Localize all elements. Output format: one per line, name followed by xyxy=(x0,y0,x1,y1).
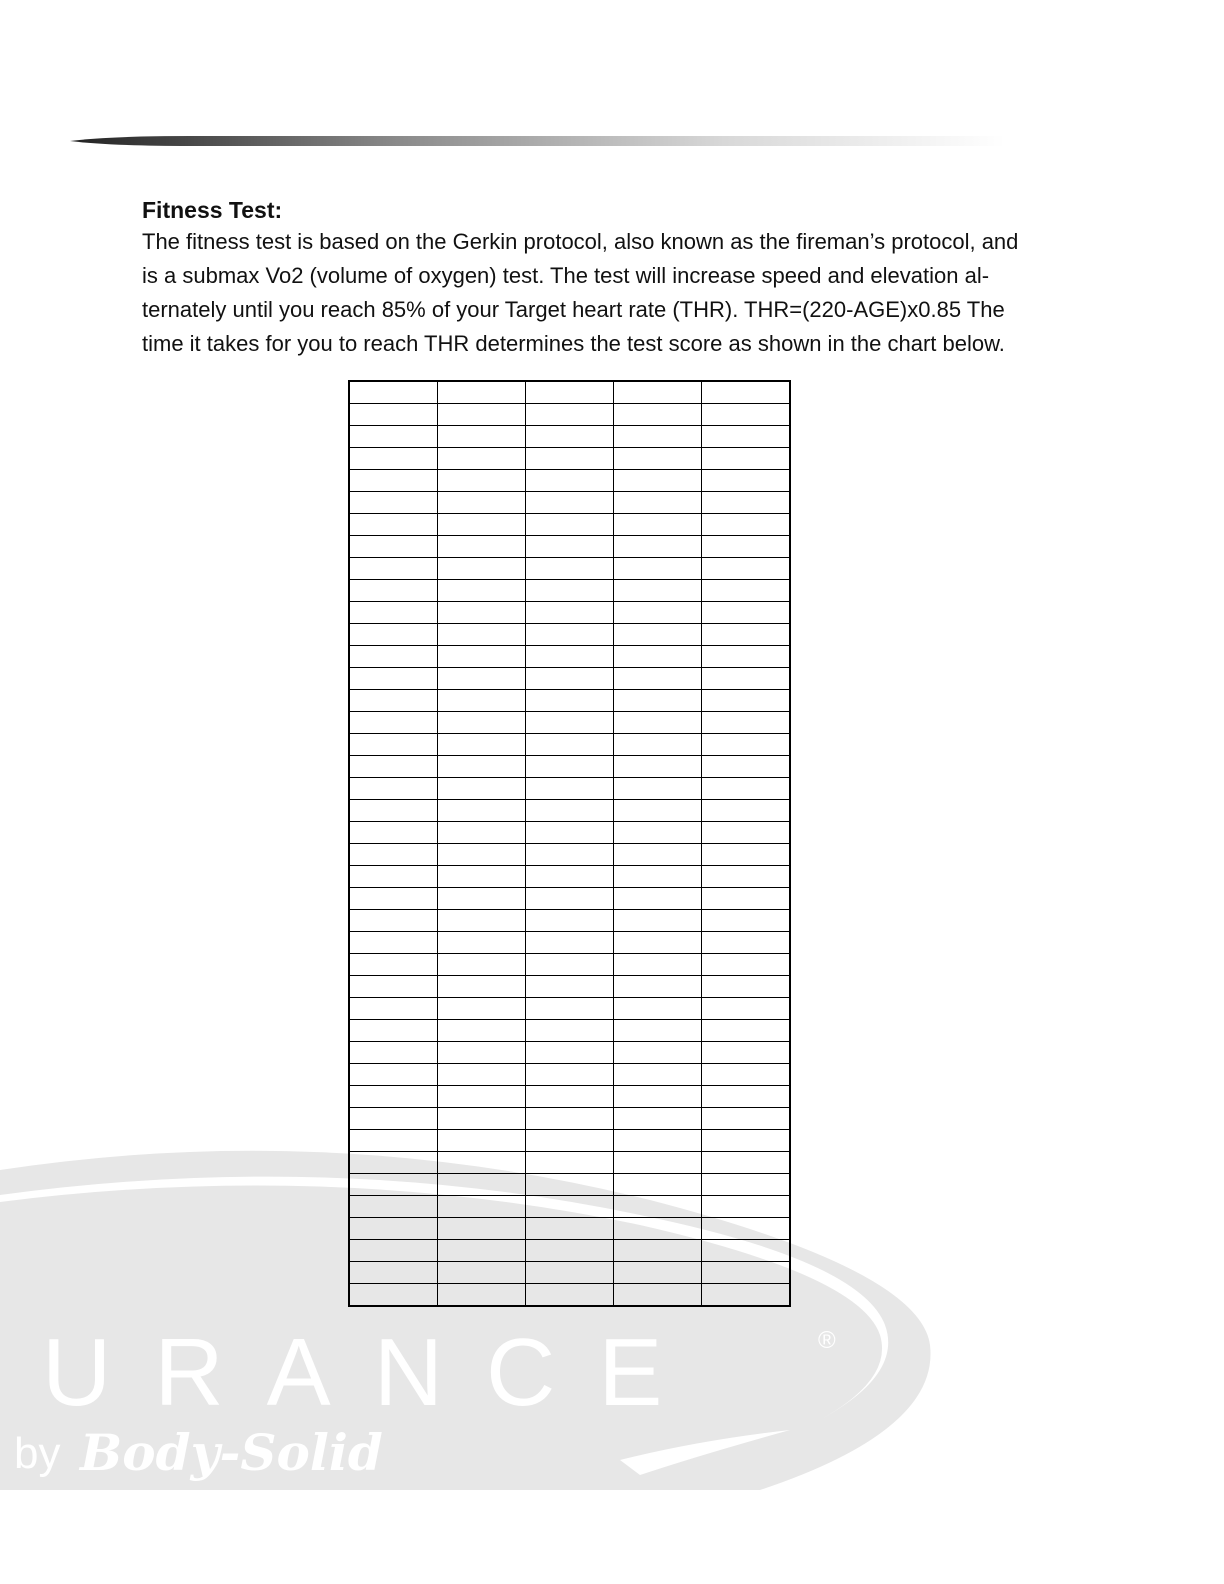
table-row xyxy=(349,844,790,866)
table-cell xyxy=(702,426,791,448)
table-cell xyxy=(349,954,438,976)
body-line-2: is a submax Vo2 (volume of oxygen) test. The test will increase speed and elevation al- xyxy=(142,263,990,288)
table-cell xyxy=(438,668,526,690)
table-cell xyxy=(526,1152,614,1174)
table-cell xyxy=(702,448,791,470)
table-cell xyxy=(614,910,702,932)
table-cell xyxy=(702,646,791,668)
table-cell xyxy=(702,1262,791,1284)
table-cell xyxy=(349,844,438,866)
table-cell xyxy=(526,602,614,624)
table-cell xyxy=(526,404,614,426)
table-cell xyxy=(614,844,702,866)
table-cell xyxy=(614,470,702,492)
table-cell xyxy=(438,1196,526,1218)
table-cell xyxy=(526,1240,614,1262)
table-cell xyxy=(526,866,614,888)
table-cell xyxy=(349,602,438,624)
table-cell xyxy=(702,470,791,492)
table-cell xyxy=(526,1064,614,1086)
table-cell xyxy=(438,1130,526,1152)
table-cell xyxy=(702,668,791,690)
table-row xyxy=(349,1196,790,1218)
table-cell xyxy=(349,1086,438,1108)
table-row xyxy=(349,888,790,910)
table-cell xyxy=(438,778,526,800)
table-cell xyxy=(349,712,438,734)
table-cell xyxy=(438,426,526,448)
table-cell xyxy=(526,1042,614,1064)
table-cell xyxy=(349,822,438,844)
table-cell xyxy=(526,470,614,492)
table-cell xyxy=(438,954,526,976)
table-cell xyxy=(614,866,702,888)
table-cell xyxy=(702,492,791,514)
table-row xyxy=(349,1284,790,1307)
table-cell xyxy=(702,1284,791,1307)
table-cell xyxy=(614,381,702,404)
table-cell xyxy=(349,888,438,910)
table-cell xyxy=(614,514,702,536)
table-row xyxy=(349,800,790,822)
table-row xyxy=(349,514,790,536)
table-cell xyxy=(438,756,526,778)
test-score-chart xyxy=(348,380,791,1307)
table-cell xyxy=(526,1218,614,1240)
table-cell xyxy=(438,1284,526,1307)
table-row xyxy=(349,910,790,932)
table-cell xyxy=(526,778,614,800)
table-cell xyxy=(614,1064,702,1086)
table-row xyxy=(349,404,790,426)
table-cell xyxy=(614,668,702,690)
table-row xyxy=(349,668,790,690)
table-cell xyxy=(526,646,614,668)
table-cell xyxy=(702,1152,791,1174)
table-cell xyxy=(702,1196,791,1218)
table-row xyxy=(349,756,790,778)
table-cell xyxy=(526,844,614,866)
table-cell xyxy=(526,734,614,756)
table-cell xyxy=(614,536,702,558)
watermark-signature: Body-Solid xyxy=(80,1423,383,1482)
table-cell xyxy=(526,514,614,536)
table-cell xyxy=(614,712,702,734)
table-cell xyxy=(614,1218,702,1240)
table-cell xyxy=(438,866,526,888)
table-row xyxy=(349,492,790,514)
table-cell xyxy=(438,734,526,756)
table-cell xyxy=(349,1262,438,1284)
table-row xyxy=(349,822,790,844)
table-cell xyxy=(438,1020,526,1042)
table-cell xyxy=(526,998,614,1020)
table-cell xyxy=(526,756,614,778)
table-cell xyxy=(438,998,526,1020)
table-cell xyxy=(526,426,614,448)
table-cell xyxy=(438,1064,526,1086)
table-cell xyxy=(349,426,438,448)
table-cell xyxy=(526,932,614,954)
section-title: Fitness Test: xyxy=(142,197,283,223)
table-cell xyxy=(349,1042,438,1064)
table-cell xyxy=(349,690,438,712)
table-row xyxy=(349,624,790,646)
table-cell xyxy=(349,580,438,602)
table-cell xyxy=(438,646,526,668)
table-cell xyxy=(702,1086,791,1108)
table-cell xyxy=(438,1042,526,1064)
table-cell xyxy=(349,624,438,646)
table-cell xyxy=(438,448,526,470)
table-cell xyxy=(526,1284,614,1307)
table-cell xyxy=(438,470,526,492)
table-row xyxy=(349,580,790,602)
body-line-4: time it takes for you to reach THR determines the test score as shown in the chart below. xyxy=(142,331,1005,356)
table-cell xyxy=(702,976,791,998)
table-cell xyxy=(526,558,614,580)
table-cell xyxy=(438,1218,526,1240)
table-cell xyxy=(349,470,438,492)
table-cell xyxy=(349,778,438,800)
table-cell xyxy=(526,580,614,602)
table-cell xyxy=(614,1284,702,1307)
table-cell xyxy=(349,448,438,470)
table-row xyxy=(349,558,790,580)
table-cell xyxy=(702,690,791,712)
table-cell xyxy=(702,381,791,404)
registered-mark: ® xyxy=(818,1327,836,1354)
table-cell xyxy=(702,536,791,558)
table-cell xyxy=(702,1108,791,1130)
table-cell xyxy=(702,888,791,910)
table-cell xyxy=(526,624,614,646)
table-cell xyxy=(438,712,526,734)
table-cell xyxy=(349,1174,438,1196)
table-cell xyxy=(349,514,438,536)
table-row xyxy=(349,1086,790,1108)
table-cell xyxy=(614,998,702,1020)
table-row xyxy=(349,1064,790,1086)
table-cell xyxy=(526,910,614,932)
table-cell xyxy=(349,646,438,668)
table-cell xyxy=(438,932,526,954)
table-cell xyxy=(702,734,791,756)
table-cell xyxy=(702,932,791,954)
body-line-1: The fitness test is based on the Gerkin protocol, also known as the fireman’s protocol, and xyxy=(142,229,1019,254)
table-cell xyxy=(702,1042,791,1064)
table-cell xyxy=(526,822,614,844)
table-cell xyxy=(438,1086,526,1108)
table-cell xyxy=(526,1262,614,1284)
table-row xyxy=(349,866,790,888)
table-cell xyxy=(614,1240,702,1262)
table-cell xyxy=(614,1020,702,1042)
table-cell xyxy=(438,822,526,844)
table-cell xyxy=(349,1240,438,1262)
table-cell xyxy=(702,756,791,778)
table-cell xyxy=(702,558,791,580)
table-cell xyxy=(526,1020,614,1042)
table-cell xyxy=(438,888,526,910)
table-row xyxy=(349,1152,790,1174)
table-cell xyxy=(702,712,791,734)
table-cell xyxy=(526,668,614,690)
table-cell xyxy=(438,558,526,580)
table-cell xyxy=(349,381,438,404)
table-cell xyxy=(614,800,702,822)
table-cell xyxy=(702,778,791,800)
table-row xyxy=(349,1218,790,1240)
table-row xyxy=(349,1174,790,1196)
table-cell xyxy=(526,800,614,822)
table-cell xyxy=(349,536,438,558)
table-cell xyxy=(614,646,702,668)
table-row xyxy=(349,976,790,998)
table-cell xyxy=(349,998,438,1020)
table-cell xyxy=(526,448,614,470)
table-cell xyxy=(438,976,526,998)
table-cell xyxy=(614,448,702,470)
table-cell xyxy=(614,1042,702,1064)
table-cell xyxy=(614,888,702,910)
table-cell xyxy=(702,580,791,602)
table-cell xyxy=(702,844,791,866)
table-cell xyxy=(438,602,526,624)
table-row xyxy=(349,381,790,404)
table-cell xyxy=(702,998,791,1020)
table-cell xyxy=(702,514,791,536)
table-cell xyxy=(702,910,791,932)
table-cell xyxy=(526,1086,614,1108)
table-cell xyxy=(702,866,791,888)
table-cell xyxy=(614,822,702,844)
table-cell xyxy=(349,1064,438,1086)
table-cell xyxy=(614,778,702,800)
table-cell xyxy=(526,536,614,558)
table-cell xyxy=(438,1108,526,1130)
table-cell xyxy=(614,1196,702,1218)
table-cell xyxy=(349,734,438,756)
table-cell xyxy=(614,1108,702,1130)
table-row xyxy=(349,470,790,492)
table-cell xyxy=(526,492,614,514)
table-row xyxy=(349,1108,790,1130)
table-cell xyxy=(614,426,702,448)
table-cell xyxy=(614,690,702,712)
table-cell xyxy=(349,866,438,888)
table-cell xyxy=(349,800,438,822)
watermark-by-text: by xyxy=(14,1429,61,1478)
table-cell xyxy=(349,668,438,690)
fitness-test-section xyxy=(142,195,1102,361)
table-cell xyxy=(438,580,526,602)
table-cell xyxy=(526,1130,614,1152)
table-cell xyxy=(614,734,702,756)
table-row xyxy=(349,954,790,976)
table-cell xyxy=(438,844,526,866)
section-body xyxy=(142,225,1097,361)
table-cell xyxy=(526,976,614,998)
table-row xyxy=(349,448,790,470)
table-cell xyxy=(702,822,791,844)
table-cell xyxy=(526,712,614,734)
table-cell xyxy=(349,1284,438,1307)
table-row xyxy=(349,1262,790,1284)
table-cell xyxy=(526,888,614,910)
table-row xyxy=(349,778,790,800)
table-cell xyxy=(614,492,702,514)
table-cell xyxy=(702,800,791,822)
table-cell xyxy=(614,558,702,580)
table-row xyxy=(349,1042,790,1064)
table-cell xyxy=(349,756,438,778)
table-cell xyxy=(702,954,791,976)
table-cell xyxy=(702,1218,791,1240)
table-cell xyxy=(438,1174,526,1196)
table-cell xyxy=(349,1020,438,1042)
table-cell xyxy=(349,1130,438,1152)
table-cell xyxy=(614,580,702,602)
table-cell xyxy=(702,624,791,646)
table-cell xyxy=(438,1152,526,1174)
table-cell xyxy=(438,404,526,426)
table-cell xyxy=(526,1196,614,1218)
table-cell xyxy=(526,954,614,976)
table-row xyxy=(349,1240,790,1262)
table-cell xyxy=(614,1086,702,1108)
table-cell xyxy=(349,1196,438,1218)
table-cell xyxy=(438,624,526,646)
table-cell xyxy=(702,1174,791,1196)
table-cell xyxy=(702,1020,791,1042)
table-cell xyxy=(349,404,438,426)
table-row xyxy=(349,536,790,558)
table-cell xyxy=(614,954,702,976)
table-cell xyxy=(702,404,791,426)
table-cell xyxy=(614,602,702,624)
table-cell xyxy=(614,1130,702,1152)
body-line-3: ternately until you reach 85% of your Target heart rate (THR). THR=(220-AGE)x0.85 The xyxy=(142,297,1005,322)
table-cell xyxy=(614,1152,702,1174)
table-row xyxy=(349,690,790,712)
table-cell xyxy=(349,1152,438,1174)
table-cell xyxy=(438,800,526,822)
table-cell xyxy=(614,1262,702,1284)
table-row xyxy=(349,426,790,448)
table-cell xyxy=(614,404,702,426)
table-cell xyxy=(438,690,526,712)
table-row xyxy=(349,932,790,954)
table-cell xyxy=(438,492,526,514)
table-cell xyxy=(438,536,526,558)
table-cell xyxy=(349,1108,438,1130)
watermark-brand-text: URANCE xyxy=(42,1319,706,1426)
header-gradient-rule xyxy=(70,135,1005,147)
table-cell xyxy=(614,1174,702,1196)
table-cell xyxy=(526,690,614,712)
table-cell xyxy=(438,1262,526,1284)
table-row xyxy=(349,646,790,668)
table-cell xyxy=(349,492,438,514)
table-cell xyxy=(349,910,438,932)
table-cell xyxy=(614,756,702,778)
table-cell xyxy=(438,381,526,404)
table-cell xyxy=(614,624,702,646)
table-cell xyxy=(702,1240,791,1262)
table-row xyxy=(349,1130,790,1152)
table-row xyxy=(349,998,790,1020)
table-cell xyxy=(526,381,614,404)
table-cell xyxy=(438,1240,526,1262)
table-cell xyxy=(438,514,526,536)
table-cell xyxy=(702,1130,791,1152)
table-cell xyxy=(438,910,526,932)
table-cell xyxy=(526,1174,614,1196)
table-row xyxy=(349,602,790,624)
table-cell xyxy=(526,1108,614,1130)
table-cell xyxy=(614,976,702,998)
table-cell xyxy=(702,1064,791,1086)
table-row xyxy=(349,712,790,734)
table-cell xyxy=(614,932,702,954)
table-cell xyxy=(349,1218,438,1240)
table-row xyxy=(349,734,790,756)
table-cell xyxy=(702,602,791,624)
table-cell xyxy=(349,558,438,580)
table-cell xyxy=(349,976,438,998)
table-row xyxy=(349,1020,790,1042)
table-cell xyxy=(349,932,438,954)
